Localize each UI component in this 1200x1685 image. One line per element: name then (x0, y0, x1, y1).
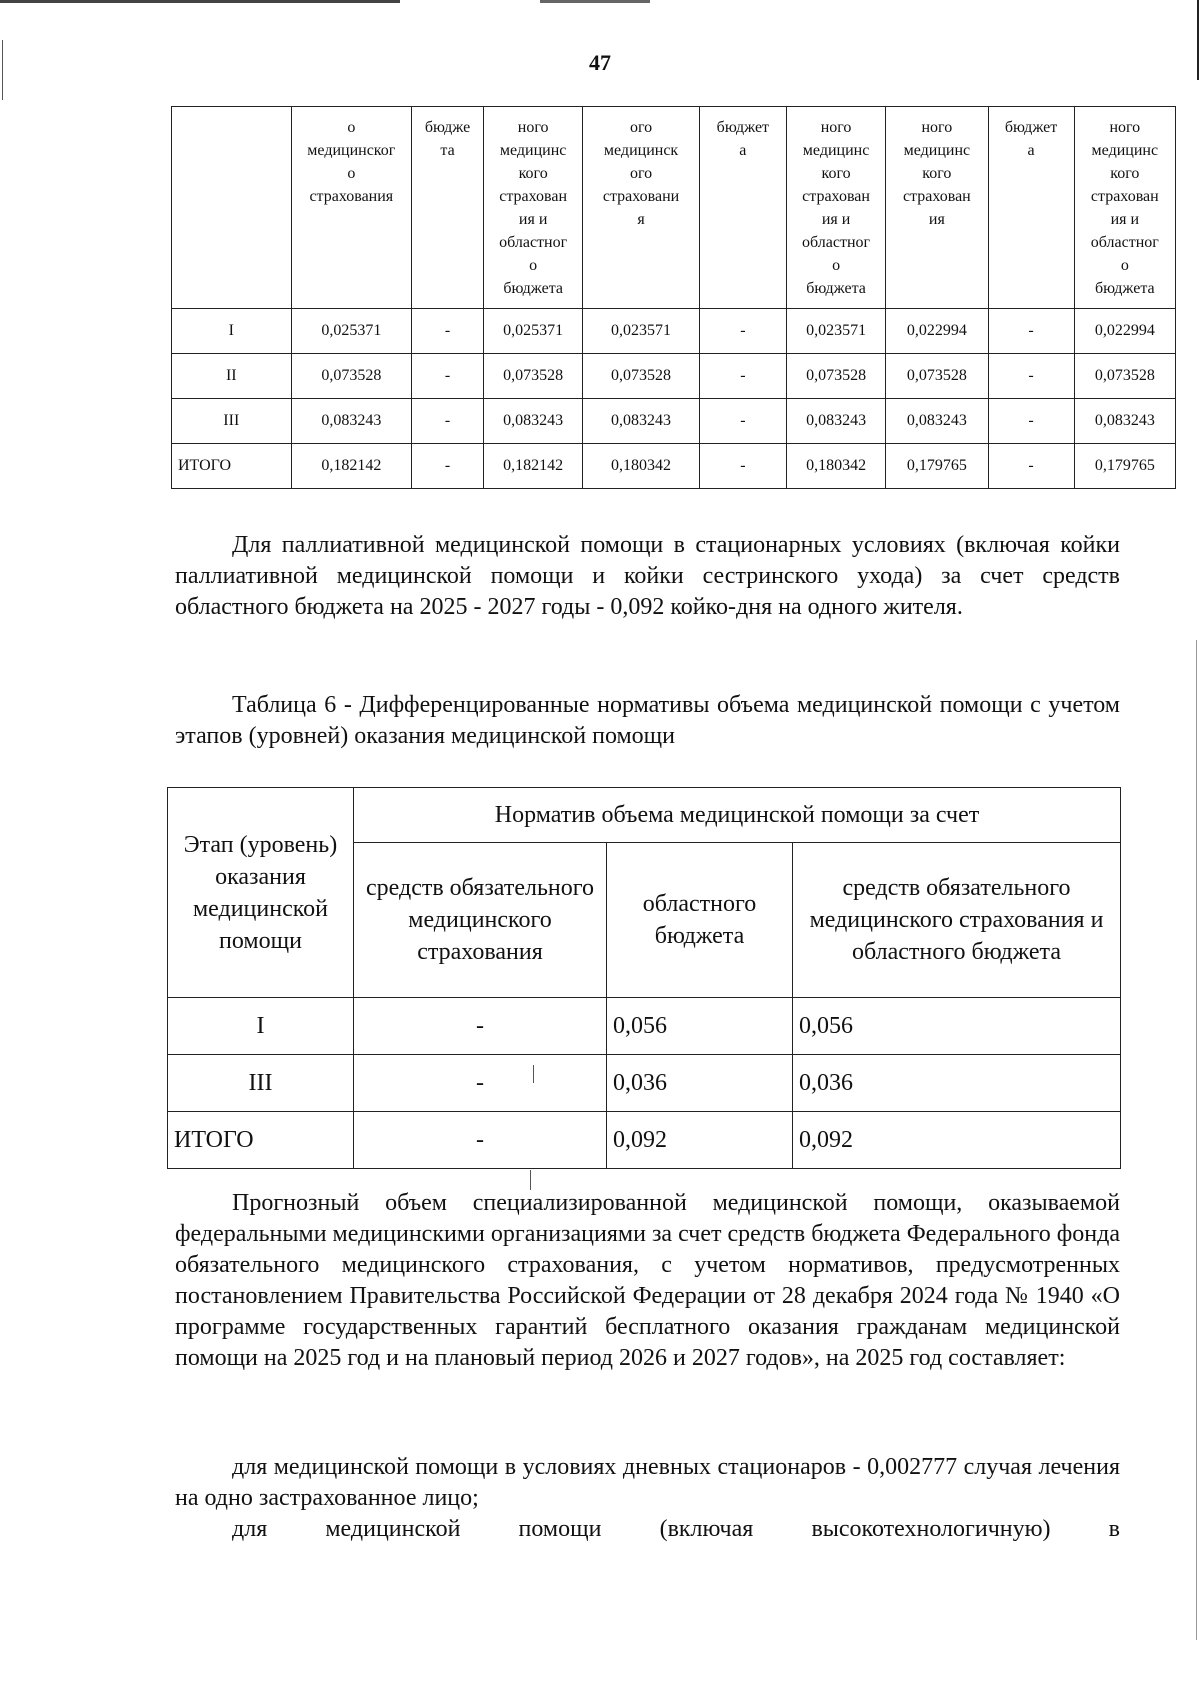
table-row (172, 309, 1176, 354)
table-cell: 0,180342 (786, 444, 885, 489)
table-cell: 0,036 (793, 1055, 1121, 1112)
header-cell: ого медицинск ого страховани я (583, 107, 700, 309)
table-cell: 0,073528 (484, 354, 583, 399)
table-header-row (172, 107, 1176, 309)
table-cell: - (699, 309, 786, 354)
table-cell: 0,182142 (291, 444, 412, 489)
table-cell: 0,083243 (786, 399, 885, 444)
table-cell: 0,092 (607, 1112, 793, 1169)
table-cell: - (988, 309, 1074, 354)
table-cell: 0,083243 (1074, 399, 1175, 444)
subheader-oms: средств обязательного медицинского страхования (354, 843, 607, 998)
paragraph-forecast: Прогнозный объем специализированной медицинской помощи, оказываемой федеральными медицинскими организациями за счет средств бюджета Федерального фонда обязательного медицинского страхования, с учетом нормативов, предусмотренных постановлением Правительства Российской Федерации от 28 декабря 2024 года № 1940 «О программе государственных гарантий бесплатного оказания гражданам медицинской помощи на 2025 год и на плановый период 2026 и 2027 годов», на 2025 год составляет: (175, 1190, 1120, 1371)
table-cell: - (412, 444, 484, 489)
table-cell: 0,036 (607, 1055, 793, 1112)
header-cell: ного медицинс кого страхован ия и областног о бюджета (1074, 107, 1175, 309)
header-cell: ного медицинс кого страхован ия (886, 107, 988, 309)
table-cell: 0,083243 (291, 399, 412, 444)
table-cell: - (412, 309, 484, 354)
table-cell: - (412, 354, 484, 399)
stage-cell: III (172, 399, 292, 444)
table-continuation (171, 106, 1176, 489)
table-cell: - (412, 399, 484, 444)
table-cell: 0,022994 (1074, 309, 1175, 354)
table-cell: 0,056 (793, 998, 1121, 1055)
table-cell: - (699, 399, 786, 444)
table-row (168, 1055, 1121, 1112)
paragraph-high-tech: для медицинской помощи (включая высокотехнологичную) в (232, 1516, 1120, 1542)
table-cell: 0,083243 (484, 399, 583, 444)
subheader-oms-and-budget: средств обязательного медицинского страхования и областного бюджета (793, 843, 1121, 998)
total-label: ИТОГО (172, 444, 292, 489)
table-cell: 0,023571 (786, 309, 885, 354)
header-cell: бюджет а (988, 107, 1074, 309)
header-cell: о медицинског о страхования (291, 107, 412, 309)
table-cell: 0,179765 (1074, 444, 1175, 489)
table-cell: - (354, 998, 607, 1055)
table-header-row (168, 788, 1121, 843)
stage-cell: I (172, 309, 292, 354)
header-cell (172, 107, 292, 309)
page-number: 47 (589, 50, 611, 75)
table-cell: 0,025371 (291, 309, 412, 354)
paragraph-palliative: Для паллиативной медицинской помощи в стационарных условиях (включая койки паллиативной медицинской помощи и койки сестринского ухода) за счет средств областного бюджета на 2025 - 2027 годы - 0,092 койко-дня на одного жителя. (175, 532, 1120, 620)
paragraph-day-hospital: для медицинской помощи в условиях дневных стационаров - 0,002777 случая лечения на одно застрахованное лицо; (175, 1454, 1120, 1511)
table-cell: - (988, 444, 1074, 489)
table-cell: 0,083243 (886, 399, 988, 444)
table-cell: 0,073528 (583, 354, 700, 399)
table-cell: 0,056 (607, 998, 793, 1055)
header-cell: ного медицинс кого страхован ия и областног о бюджета (786, 107, 885, 309)
scan-mark (533, 1065, 534, 1083)
stage-cell: III (168, 1055, 354, 1112)
table-cell: - (354, 1055, 607, 1112)
scan-artifact-top (0, 0, 1200, 3)
table-cell: - (699, 354, 786, 399)
group-header: Норматив объема медицинской помощи за счет (354, 788, 1121, 843)
scan-artifact-right-edge (1196, 640, 1197, 1640)
table-cell: 0,073528 (291, 354, 412, 399)
table-cell: - (699, 444, 786, 489)
stage-cell: II (172, 354, 292, 399)
header-cell: бюдже та (412, 107, 484, 309)
scan-mark (530, 1170, 531, 1190)
table-row (172, 399, 1176, 444)
table-total-row (168, 1112, 1121, 1169)
table-row (168, 998, 1121, 1055)
stage-cell: I (168, 998, 354, 1055)
table-cell: 0,025371 (484, 309, 583, 354)
total-label: ИТОГО (168, 1112, 354, 1169)
table-cell: 0,022994 (886, 309, 988, 354)
table-6 (167, 787, 1121, 1169)
table-total-row (172, 444, 1176, 489)
table-cell: - (988, 399, 1074, 444)
table-cell: 0,073528 (1074, 354, 1175, 399)
table-cell: 0,180342 (583, 444, 700, 489)
header-cell: ного медицинс кого страхован ия и областног о бюджета (484, 107, 583, 309)
table-cell: 0,182142 (484, 444, 583, 489)
subheader-regional-budget: областного бюджета (607, 843, 793, 998)
table-cell: 0,092 (793, 1112, 1121, 1169)
table-row (172, 354, 1176, 399)
table-cell: 0,023571 (583, 309, 700, 354)
table-cell: - (354, 1112, 607, 1169)
table-cell: 0,179765 (886, 444, 988, 489)
stage-header: Этап (уровень) оказания медицинской помощи (168, 788, 354, 998)
table-cell: 0,073528 (786, 354, 885, 399)
table-cell: - (988, 354, 1074, 399)
table-cell: 0,083243 (583, 399, 700, 444)
header-cell: бюджет а (699, 107, 786, 309)
table6-caption: Таблица 6 - Дифференцированные нормативы объема медицинской помощи с учетом этапов (уровней) оказания медицинской помощи (175, 692, 1120, 749)
table-cell: 0,073528 (886, 354, 988, 399)
